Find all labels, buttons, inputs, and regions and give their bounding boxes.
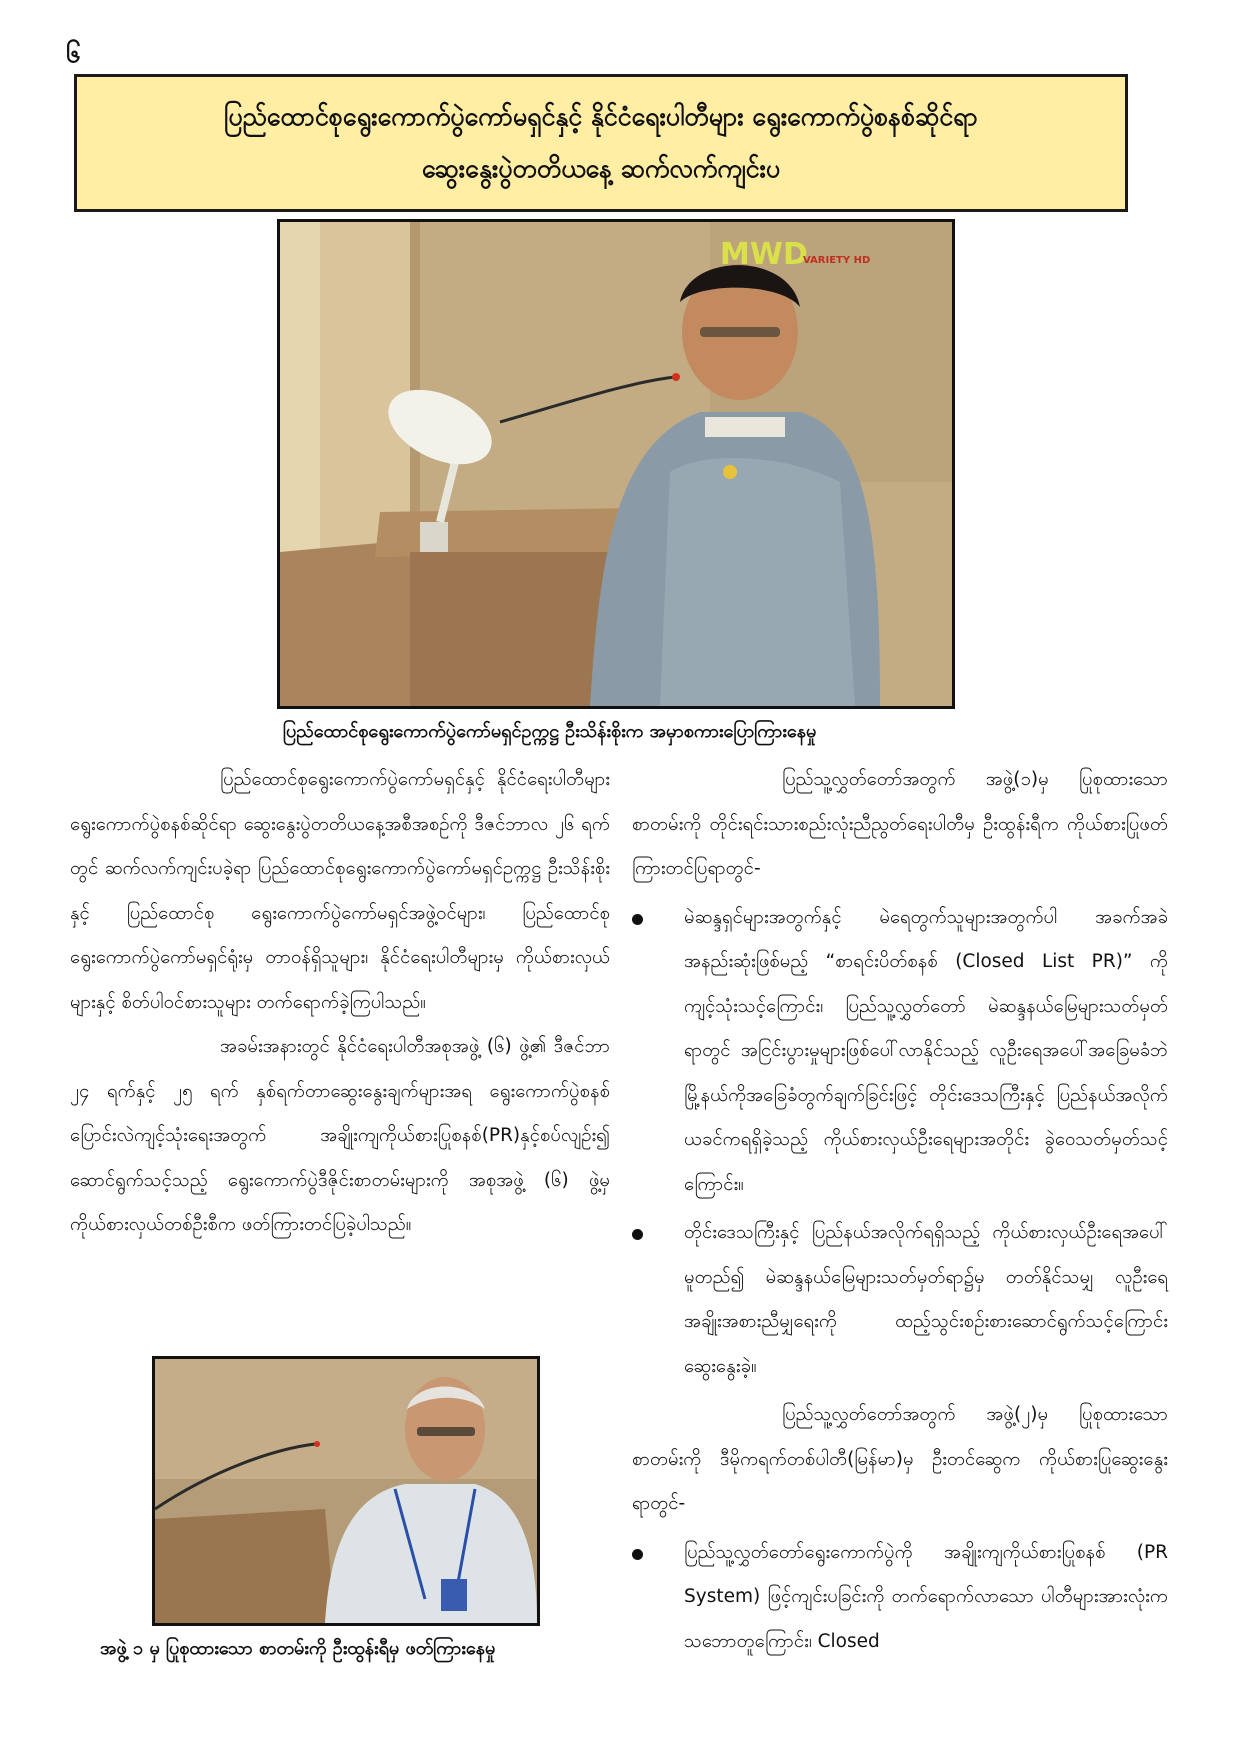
article-title-line-2: ဆွေးနွေးပွဲတတိယနေ့ ဆက်လက်ကျင်းပ (421, 154, 781, 183)
secondary-photo (152, 1356, 540, 1626)
left-paragraph-2: အခမ်းအနားတွင် နိုင်ငံရေးပါတီအစုအဖွဲ့ (၆) ဖွဲ့၏ ဒီဇင်ဘာ ၂၄ ရက်နှင့် ၂၅ ရက် နှစ်ရက်တာဆွေးနွေးချက်များအရ ရွေးကောက်ပွဲစနစ်ပြောင်းလဲကျင့်သုံးရေးအတွက် အချိုးကျကိုယ်စားပြုစနစ်(PR)နှင့်စပ်လျဉ်း၍ ဆောင်ရွက်သင့်သည့် ရွေးကောက်ပွဲဒီဇိုင်းစာတမ်းများကို အစုအဖွဲ့ (၆) ဖွဲ့မှ ကိုယ်စားလှယ်တစ်ဦးစီက ဖတ်ကြားတင်ပြခဲ့ပါသည်။ (70, 1036, 610, 1235)
left-column (70, 758, 610, 1248)
bullet-item-2-text: တိုင်းဒေသကြီးနှင့် ပြည်နယ်အလိုက်ရရှိသည့် ကိုယ်စားလှယ်ဦးရေအပေါ် မူတည်၍ မဲဆန္ဒနယ်မြေများသတ်မှတ်ရာ၌မှ တတ်နိုင်သမျှ လူဦးရေအချိုးအစားညီမျှရေးကို ထည့်သွင်းစဉ်းစားဆောင်ရွက်သင့်ကြောင်း ဆွေးနွေးခဲ့။ (684, 1222, 1168, 1377)
main-photo (277, 219, 955, 709)
svg-text:MWD: MWD (720, 237, 808, 272)
bullet-icon (632, 1229, 643, 1240)
main-photo-illustration (280, 222, 952, 706)
secondary-photo-caption: အဖွဲ့ ၁ မှ ပြုစုထားသော စာတမ်းကို ဦးထွန်းရီမှ ဖတ်ကြားနေမှု (100, 1638, 496, 1659)
article-title-box (74, 74, 1128, 212)
bullet-item-3-text: ပြည်သူ့လွှတ်တော်ရွေးကောက်ပွဲကို အချိုးကျကိုယ်စားပြုစနစ် (PR System) ဖြင့်ကျင်းပခြင်းကို တက်ရောက်လာသော ပါတီများအားလုံးက သဘောတူကြောင်း၊ Closed (684, 1541, 1168, 1652)
left-paragraph-1: ပြည်ထောင်စုရွေးကောက်ပွဲကော်မရှင်နှင့် နိုင်ငံရေးပါတီများ ရွေးကောက်ပွဲစနစ်ဆိုင်ရာ ဆွေးနွေးပွဲတတိယနေ့အစီအစဉ်ကို ဒီဇင်ဘာလ ၂၆ ရက်တွင် ဆက်လက်ကျင်းပခဲ့ရာ ပြည်ထောင်စုရွေးကောက်ပွဲကော်မရှင်ဥက္ကဋ္ဌ ဦးသိန်းစိုးနှင့် ပြည်ထောင်စု ရွေးကောက်ပွဲကော်မရှင်အဖွဲ့ဝင်များ၊ ပြည်ထောင်စု ရွေးကောက်ပွဲကော်မရှင်ရုံးမှ တာဝန်ရှိသူများ၊ နိုင်ငံရေးပါတီများမှ ကိုယ်စားလှယ်များနှင့် စိတ်ပါဝင်စားသူများ တက်ရောက်ခဲ့ကြပါသည်။ (70, 769, 610, 1013)
bullet-item-1-text: မဲဆန္ဒရှင်များအတွက်နှင့် မဲရေတွက်သူများအတွက်ပါ အခက်အခဲအနည်းဆုံးဖြစ်မည့် “စာရင်းပိတ်စနစ် (Closed List PR)” ကို ကျင့်သုံးသင့်ကြောင်း၊ ပြည်သူ့လွှတ်တော် မဲဆန္ဒနယ်မြေများသတ်မှတ်ရာတွင် အငြင်းပွားမှုများဖြစ်ပေါ်လာနိုင်သည့် လူဦးရေအပေါ်အခြေမခံဘဲ မြို့နယ်ကိုအခြေခံတွက်ချက်ခြင်းဖြင့် တိုင်းဒေသကြီးနှင့် ပြည်နယ်အလိုက် ယခင်ကရရှိခဲ့သည့် ကိုယ်စားလှယ်ဦးရေများအတိုင်း ခွဲဝေသတ်မှတ်သင့်ကြောင်း။ (684, 906, 1168, 1195)
bullet-icon (632, 914, 643, 925)
article-title-line-1: ပြည်ထောင်စုရွေးကောက်ပွဲကော်မရှင်နှင့် နိုင်ငံရေးပါတီများ ရွေးကောက်ပွဲစနစ်ဆိုင်ရာ (224, 102, 978, 131)
right-paragraph-1: ပြည်သူ့လွှတ်တော်အတွက် အဖွဲ့(၁)မှ ပြုစုထားသော စာတမ်းကို တိုင်းရင်းသားစည်းလုံးညီညွတ်ရေးပါတီမှ ဦးထွန်းရီက ကိုယ်စားပြုဖတ်ကြားတင်ပြရာတွင်- (632, 769, 1168, 879)
svg-text:VARIETY HD: VARIETY HD (803, 255, 871, 266)
bullet-item-1 (632, 896, 1168, 1208)
right-paragraph-2: ပြည်သူ့လွှတ်တော်အတွက် အဖွဲ့(၂)မှ ပြုစုထားသော စာတမ်းကို ဒီမိုကရက်တစ်ပါတီ(မြန်မာ)မှ ဦးတင်ဆွေက ကိုယ်စားပြုဆွေးနွေးရာတွင်- (632, 1404, 1168, 1514)
main-photo-caption: ပြည်ထောင်စုရွေးကောက်ပွဲကော်မရှင်ဥက္ကဋ္ဌ ဦးသိန်းစိုးက အမှာစကားပြောကြားနေမှု (283, 721, 817, 742)
right-column (632, 758, 1168, 1668)
secondary-photo-illustration (155, 1359, 537, 1623)
bullet-icon (632, 1549, 643, 1560)
bullet-item-3 (632, 1531, 1168, 1665)
bullet-item-2 (632, 1211, 1168, 1389)
page-number: ၆ (66, 39, 81, 69)
